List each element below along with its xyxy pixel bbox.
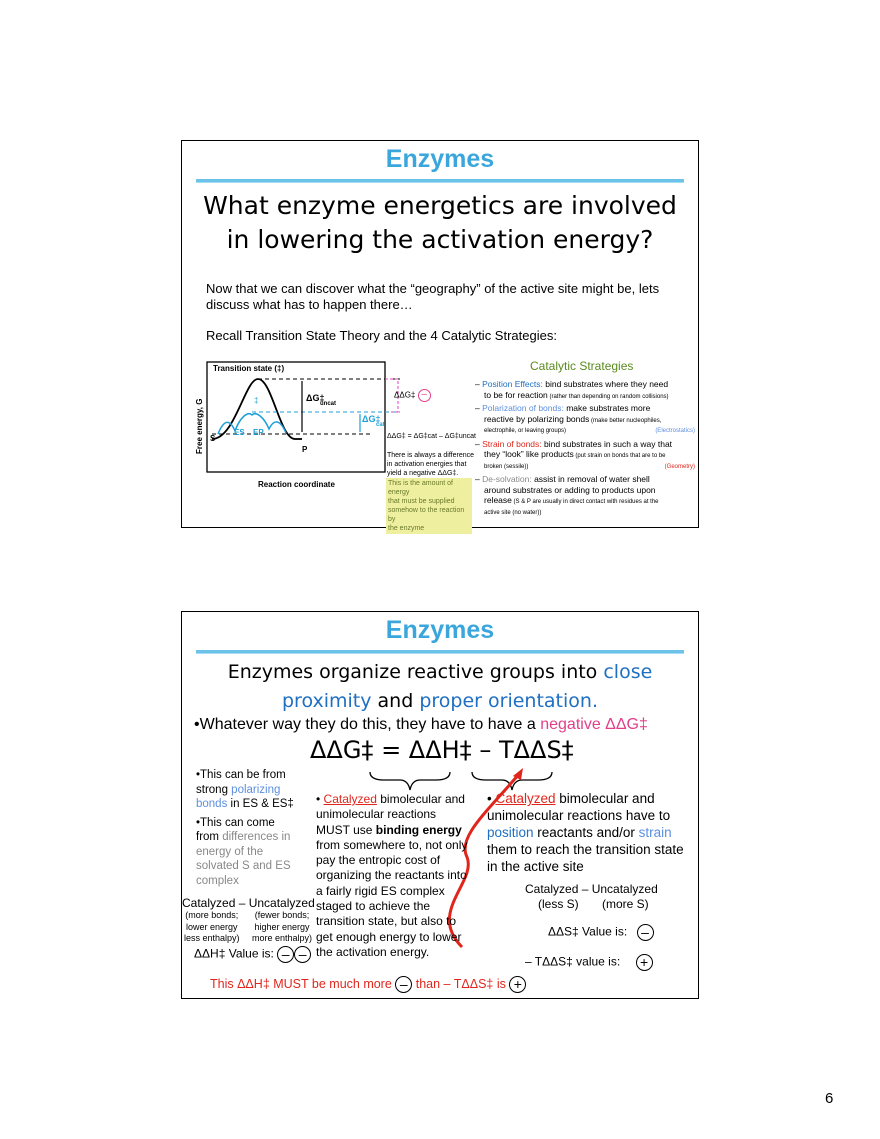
strategy-desolvation: – De-solvation: assist in removal of water shell around substrates or adding to products upon release (S & P are usually in direct contact with residues at the active site (no water)) xyxy=(475,474,659,516)
catalyzed-curve xyxy=(218,414,286,434)
S-label: S xyxy=(210,434,216,443)
strategy-position: – Position Effects: bind substrates where they need to be for reaction (rather than depending on random collisions) xyxy=(475,379,669,400)
title-rule xyxy=(196,650,684,654)
slide-2-heading: Enzymes organize reactive groups into close proximity and proper orientation. xyxy=(227,661,653,712)
ddG-equation: ΔΔG‡ = ΔG‡cat – ΔG‡uncat xyxy=(387,433,476,440)
minus-circle-icon: – xyxy=(277,946,294,963)
cat-uncat-left-label: Catalyzed – Uncatalyzed xyxy=(182,896,315,910)
strategy-polarization: – Polarization of bonds: make substrates more reactive by polarizing bonds (make better nucleophiles, electrophile, or leaving groups) (Electrostatics) xyxy=(475,403,695,434)
dG-uncat-label: ΔG‡ xyxy=(306,393,325,403)
bottom-conclusion: This ΔΔH‡ MUST be much more – than – TΔΔS‡ is + xyxy=(210,976,526,993)
slide-1 xyxy=(181,140,699,532)
more-bonds-note: (more bonds; lower energy less enthalpy) xyxy=(184,910,240,943)
dG-cat-label: ΔG‡ xyxy=(362,414,381,424)
slide-2 xyxy=(181,611,699,999)
minus-circle-icon: – xyxy=(418,389,431,402)
dagger-label: ‡ xyxy=(254,396,259,405)
strategy-strain: – Strain of bonds: bind substrates in such a way that they “look” like products (put strain on bonds that are to be broken (sessile)) (Geometry) xyxy=(475,438,695,470)
svg-text:uncat: uncat xyxy=(320,401,337,407)
title-rule xyxy=(196,179,684,183)
strategies-list xyxy=(475,379,695,518)
free-energy-equation: ΔΔG‡ = ΔΔH‡ – TΔΔS‡ xyxy=(310,736,574,764)
y-axis-label: Free energy, G xyxy=(195,398,204,454)
enthalpy-notes: •This can be from strong polarizing bonds in ES & ES‡ •This can come from differences in energy of the solvated S and ES complex xyxy=(196,769,294,887)
ddS-value-row: ΔΔS‡ Value is: – xyxy=(548,924,654,941)
transition-state-label: Transition state (‡) xyxy=(213,364,285,373)
fewer-bonds-note: (fewer bonds; higher energy more enthalpy) xyxy=(252,910,313,943)
cat-uncat-right-label: Catalyzed – Uncatalyzed xyxy=(525,882,658,896)
EP-label: EP xyxy=(253,428,264,437)
slide-1-heading: What enzyme energetics are involved in lowering the activation energy? xyxy=(203,191,677,254)
whatever-line: •Whatever way they do this, they have to have a negative ΔΔG‡ xyxy=(194,716,648,733)
plus-circle-icon: + xyxy=(509,976,526,993)
energy-highlight-note: This is the amount of energy that must be supplied somehow to the reaction by the enzyme xyxy=(386,478,472,534)
ES-label: ES xyxy=(234,428,245,437)
svg-text:cat: cat xyxy=(376,422,385,428)
ddH-value-row: ΔΔH‡ Value is: – – xyxy=(194,946,311,963)
slide-2-title: Enzymes xyxy=(385,616,495,644)
minus-circle-icon: – xyxy=(637,924,654,941)
slide-1-title: Enzymes xyxy=(385,145,495,173)
less-S-label: (less S) xyxy=(538,897,579,911)
x-axis-label: Reaction coordinate xyxy=(258,480,335,489)
binding-energy-notes: • Catalyzed bimolecular and unimolecular reactions MUST use binding energy from somewhere to, not only pay the entropic cost of organizing the reactants into a fairly rigid ES complex staged to achieve the transition state, but also to get enough energy to lower the activation energy. xyxy=(316,792,468,959)
minus-circle-icon: – xyxy=(294,946,311,963)
entropy-notes: • Catalyzed bimolecular and unimolecular reactions have to position reactants and/or strain them to reach the transition state in the active site xyxy=(487,791,684,874)
TddS-value-row: – TΔΔS‡ value is: + xyxy=(525,954,653,971)
slide-1-intro: Now that we can discover what the “geography” of the active site might be, lets discuss what has to happen there… Recall Transition State Theory and the 4 Catalytic Strategies: xyxy=(206,281,660,343)
page-number: 6 xyxy=(825,1090,834,1107)
P-label: P xyxy=(302,445,308,454)
ddG-callout: ΔΔG‡ – xyxy=(394,389,431,402)
plus-circle-icon: + xyxy=(636,954,653,971)
ddG-note: There is always a difference in activation energies that yield a negative ΔΔG‡. xyxy=(387,452,475,477)
minus-circle-icon: – xyxy=(395,976,412,993)
strategies-title: Catalytic Strategies xyxy=(530,359,634,373)
more-S-label: (more S) xyxy=(602,897,649,911)
